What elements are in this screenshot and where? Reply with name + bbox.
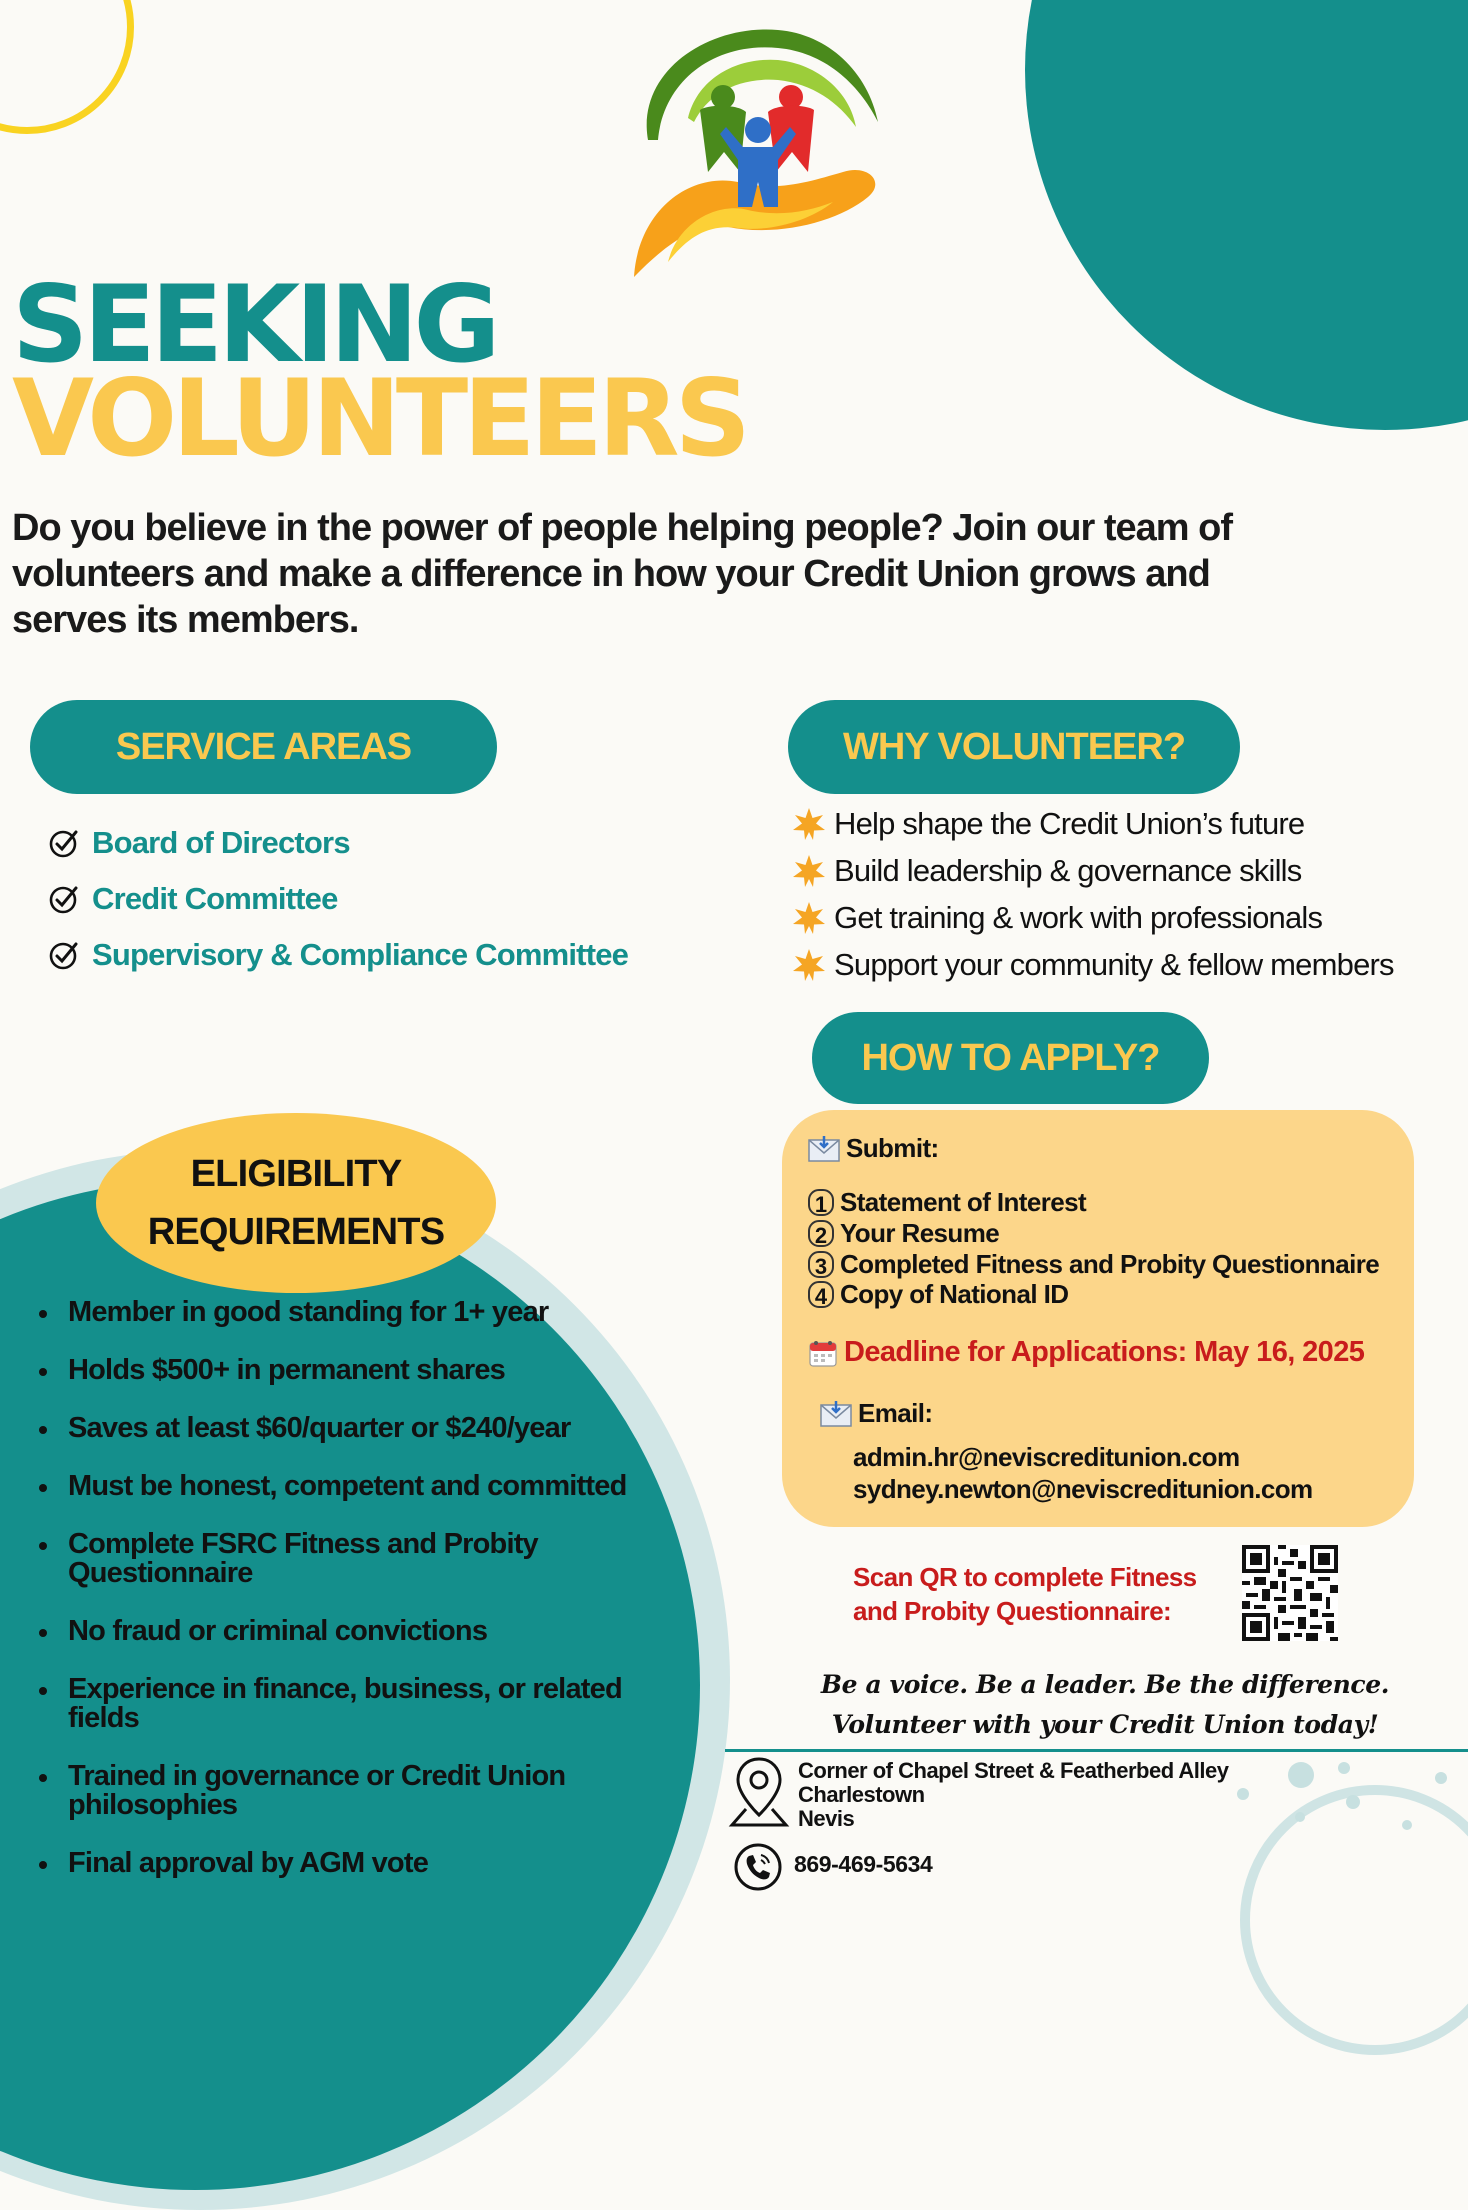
decorative-dot <box>1295 1812 1305 1822</box>
phone-number[interactable]: 869-469-5634 <box>794 1851 933 1877</box>
eligibility-heading-line1: ELIGIBILITY <box>190 1153 402 1195</box>
phone-icon <box>733 1842 783 1892</box>
credit-union-logo <box>628 22 888 284</box>
eligibility-item: Member in good standing for 1+ year <box>30 1298 670 1327</box>
step-number: 4 <box>808 1281 834 1308</box>
why-volunteer-item <box>792 847 1394 894</box>
eligibility-item: Complete FSRC Fitness and Probity Questionnaire <box>30 1530 628 1588</box>
eligibility-item: Must be honest, competent and committed <box>30 1472 670 1501</box>
decorative-circle-top-right <box>1025 0 1468 430</box>
service-area-label: Board of Directors <box>92 825 350 860</box>
submit-label: Submit: <box>846 1133 939 1163</box>
step-number: 3 <box>808 1251 834 1278</box>
how-to-apply-heading: HOW TO APPLY? <box>812 1012 1209 1104</box>
why-volunteer-label: Help shape the Credit Union’s future <box>834 805 1305 841</box>
headline-volunteers: VOLUNTEERS <box>12 357 746 480</box>
decorative-ring-bottom-right <box>1240 1785 1468 2055</box>
service-area-item <box>48 871 628 927</box>
tagline <box>780 1665 1430 1745</box>
eligibility-heading <box>96 1113 496 1293</box>
envelope-icon <box>808 1136 840 1162</box>
tagline-line2: Volunteer with your Credit Union today! <box>831 1710 1379 1739</box>
tagline-line1: Be a voice. Be a leader. Be the difference. <box>820 1670 1390 1699</box>
service-area-item <box>48 927 628 983</box>
why-volunteer-label: Get training & work with professionals <box>834 899 1323 935</box>
star-icon <box>792 807 826 841</box>
eligibility-item: Final approval by AGM vote <box>30 1849 670 1878</box>
decorative-dot <box>1237 1788 1249 1800</box>
calendar-icon <box>808 1338 838 1368</box>
decorative-dot <box>1338 1762 1350 1774</box>
eligibility-item: No fraud or criminal convictions <box>30 1617 670 1646</box>
check-circle-icon <box>48 883 80 915</box>
decorative-dot <box>1288 1762 1314 1788</box>
star-icon <box>792 901 826 935</box>
why-volunteer-item <box>792 894 1394 941</box>
check-circle-icon <box>48 939 80 971</box>
eligibility-heading-line2: REQUIREMENTS <box>147 1211 445 1253</box>
eligibility-item: Experience in finance, business, or related fields <box>30 1675 688 1733</box>
why-volunteer-heading: WHY VOLUNTEER? <box>788 700 1240 794</box>
step-text: Your Resume <box>840 1218 1000 1248</box>
step-number: 2 <box>808 1220 834 1247</box>
apply-step <box>808 1187 1086 1218</box>
service-areas-heading: SERVICE AREAS <box>30 700 497 794</box>
check-circle-icon <box>48 827 80 859</box>
decorative-ring-top-left <box>0 0 134 134</box>
why-volunteer-item <box>792 941 1394 988</box>
address-line: Charlestown <box>798 1782 925 1807</box>
intro-paragraph: Do you believe in the power of people helping people? Join our team of volunteers and make a difference in how your Credit Union grows and serves its members. <box>12 507 1232 641</box>
divider-line <box>725 1749 1468 1752</box>
service-area-item <box>48 815 628 871</box>
service-area-label: Credit Committee <box>92 881 338 916</box>
eligibility-item: Holds $500+ in permanent shares <box>30 1356 670 1385</box>
star-icon <box>792 948 826 982</box>
map-pin-icon <box>728 1755 790 1830</box>
why-volunteer-label: Support your community & fellow members <box>834 946 1394 982</box>
email-label: Email: <box>858 1398 933 1428</box>
why-volunteer-item <box>792 800 1394 847</box>
apply-step <box>808 1249 1379 1280</box>
star-icon <box>792 854 826 888</box>
scan-qr-instruction: Scan QR to complete Fitness and Probity Questionnaire: <box>853 1562 1197 1626</box>
why-volunteer-label: Build leadership & governance skills <box>834 852 1302 888</box>
service-area-label: Supervisory & Compliance Committee <box>92 937 629 972</box>
submit-label-row <box>808 1133 939 1164</box>
headline-seeking: SEEKING <box>12 263 496 386</box>
email-address-hr[interactable]: admin.hr@neviscreditunion.com <box>853 1442 1240 1472</box>
step-number: 1 <box>808 1189 834 1216</box>
step-text: Copy of National ID <box>840 1279 1069 1309</box>
decorative-dot <box>1346 1795 1360 1809</box>
email-label-row <box>820 1398 932 1429</box>
decorative-dot <box>1402 1820 1412 1830</box>
apply-step <box>808 1218 999 1249</box>
service-areas-list <box>48 815 628 983</box>
qr-code[interactable] <box>1242 1545 1338 1641</box>
email-address-sydney[interactable]: sydney.newton@neviscreditunion.com <box>853 1474 1313 1504</box>
address-line: Corner of Chapel Street & Featherbed Alley <box>798 1758 1229 1783</box>
eligibility-item: Trained in governance or Credit Union philosophies <box>30 1762 658 1820</box>
address <box>798 1759 1229 1831</box>
envelope-icon <box>820 1401 852 1427</box>
apply-step <box>808 1279 1068 1310</box>
eligibility-item: Saves at least $60/quarter or $240/year <box>30 1414 670 1443</box>
decorative-dot <box>1435 1772 1447 1784</box>
eligibility-list <box>30 1298 670 1878</box>
why-volunteer-list <box>792 800 1394 988</box>
step-text: Completed Fitness and Probity Questionnaire <box>840 1249 1380 1279</box>
address-line: Nevis <box>798 1806 855 1831</box>
step-text: Statement of Interest <box>840 1187 1087 1217</box>
deadline-row <box>808 1336 1364 1369</box>
application-deadline: Deadline for Applications: May 16, 2025 <box>844 1336 1365 1368</box>
